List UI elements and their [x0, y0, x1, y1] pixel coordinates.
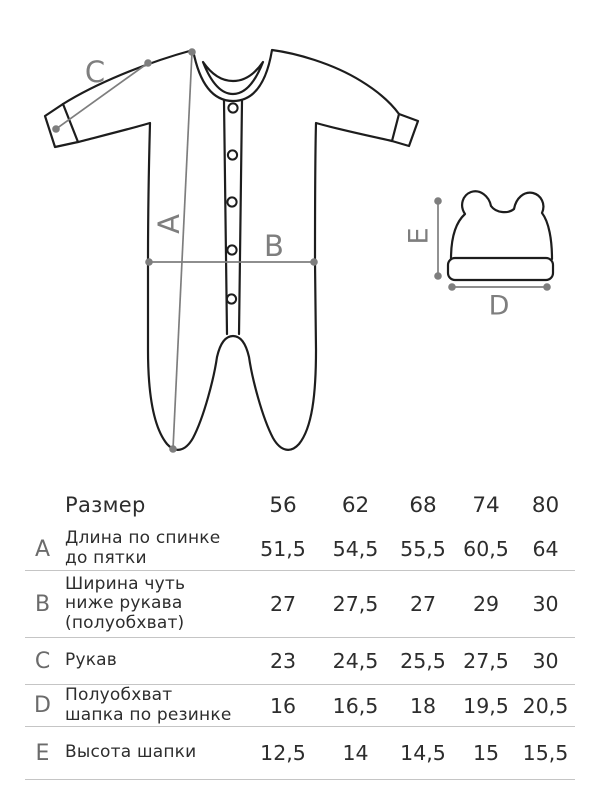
snap-button-icon — [227, 197, 236, 206]
measure-label-d: D — [488, 290, 510, 322]
cell-value: 14,5 — [400, 741, 446, 765]
row-label-line: Полуобхват — [65, 684, 173, 705]
collar-icon — [203, 62, 263, 94]
row-letter: B — [34, 591, 51, 617]
measure-dot — [52, 125, 60, 133]
measure-label-c: C — [84, 55, 106, 89]
cell-value: 27,5 — [332, 592, 379, 616]
measure-dot — [448, 283, 456, 291]
row-letter: A — [34, 536, 51, 562]
row-label-line: Ширина чуть — [65, 573, 186, 594]
measure-dot — [144, 59, 152, 67]
size-table — [25, 482, 575, 780]
hat-brim-icon — [448, 258, 553, 280]
row-label-line: до пятки — [65, 548, 147, 568]
cell-value: 27,5 — [463, 649, 509, 673]
cell-value: 27 — [269, 592, 297, 616]
snap-button-icon — [227, 245, 236, 254]
row-label-line: (полуобхват) — [65, 612, 185, 633]
row-letter: C — [34, 648, 51, 674]
hat-dome-with-ears-icon — [451, 191, 552, 259]
cell-value: 29 — [472, 592, 500, 616]
cell-value: 15,5 — [522, 741, 569, 765]
snap-button-icon — [228, 103, 237, 112]
cell-value: 19,5 — [463, 693, 509, 718]
row-label — [60, 529, 245, 568]
cell-value: 16,5 — [332, 693, 379, 718]
cell-value: 16 — [269, 693, 297, 718]
cell-value: 25,5 — [400, 649, 446, 673]
cell-value: 24,5 — [332, 649, 379, 673]
row-label-line: Рукав — [65, 650, 118, 671]
measure-dot — [434, 197, 442, 205]
row-label — [60, 686, 245, 725]
measure-dot — [188, 48, 196, 56]
cell-value: 20,5 — [522, 693, 569, 718]
cell-value: 14 — [342, 741, 369, 765]
row-label-line: Высота шапки — [65, 742, 197, 763]
table-row-c — [25, 638, 575, 685]
cell-value: 12,5 — [260, 741, 306, 765]
measure-label-b: B — [264, 229, 284, 263]
size-col-56: 56 — [269, 492, 297, 518]
snap-button-icon — [227, 294, 236, 303]
table-header-row — [25, 482, 575, 528]
cell-value: 64 — [532, 537, 559, 561]
measure-label-a: A — [152, 214, 186, 234]
row-label-line: шапка по резинке — [65, 704, 232, 725]
size-col-68: 68 — [409, 492, 437, 518]
snap-button-icon — [228, 150, 237, 159]
table-title: Размер — [65, 492, 146, 517]
row-label-line: Длина по спинке — [65, 528, 221, 549]
size-col-74: 74 — [472, 492, 500, 518]
cell-value: 18 — [409, 693, 437, 718]
row-letter: E — [35, 740, 50, 766]
cell-value: 27 — [409, 592, 437, 616]
cell-value: 60,5 — [463, 537, 509, 561]
cell-value: 55,5 — [400, 537, 446, 561]
row-label — [60, 575, 245, 634]
size-col-80: 80 — [531, 492, 560, 518]
row-label — [60, 743, 245, 763]
measure-dot — [169, 445, 177, 453]
measure-dot — [310, 258, 318, 266]
size-col-62: 62 — [341, 492, 370, 518]
measure-label-e: E — [403, 227, 435, 245]
cell-value: 23 — [269, 649, 297, 673]
row-label-line: ниже рукава — [65, 593, 183, 614]
measure-dot — [434, 272, 442, 280]
table-row-d — [25, 685, 575, 727]
row-label — [60, 651, 245, 671]
cell-value: 15 — [472, 741, 500, 765]
cell-value: 51,5 — [260, 537, 306, 561]
table-row-a — [25, 528, 575, 571]
table-row-b — [25, 571, 575, 638]
row-letter: D — [34, 693, 51, 718]
table-row-e — [25, 727, 575, 780]
cell-value: 30 — [532, 649, 559, 673]
cell-value: 54,5 — [332, 537, 379, 561]
cell-value: 30 — [532, 592, 559, 616]
measure-dot — [145, 258, 153, 266]
measure-dot — [543, 283, 551, 291]
